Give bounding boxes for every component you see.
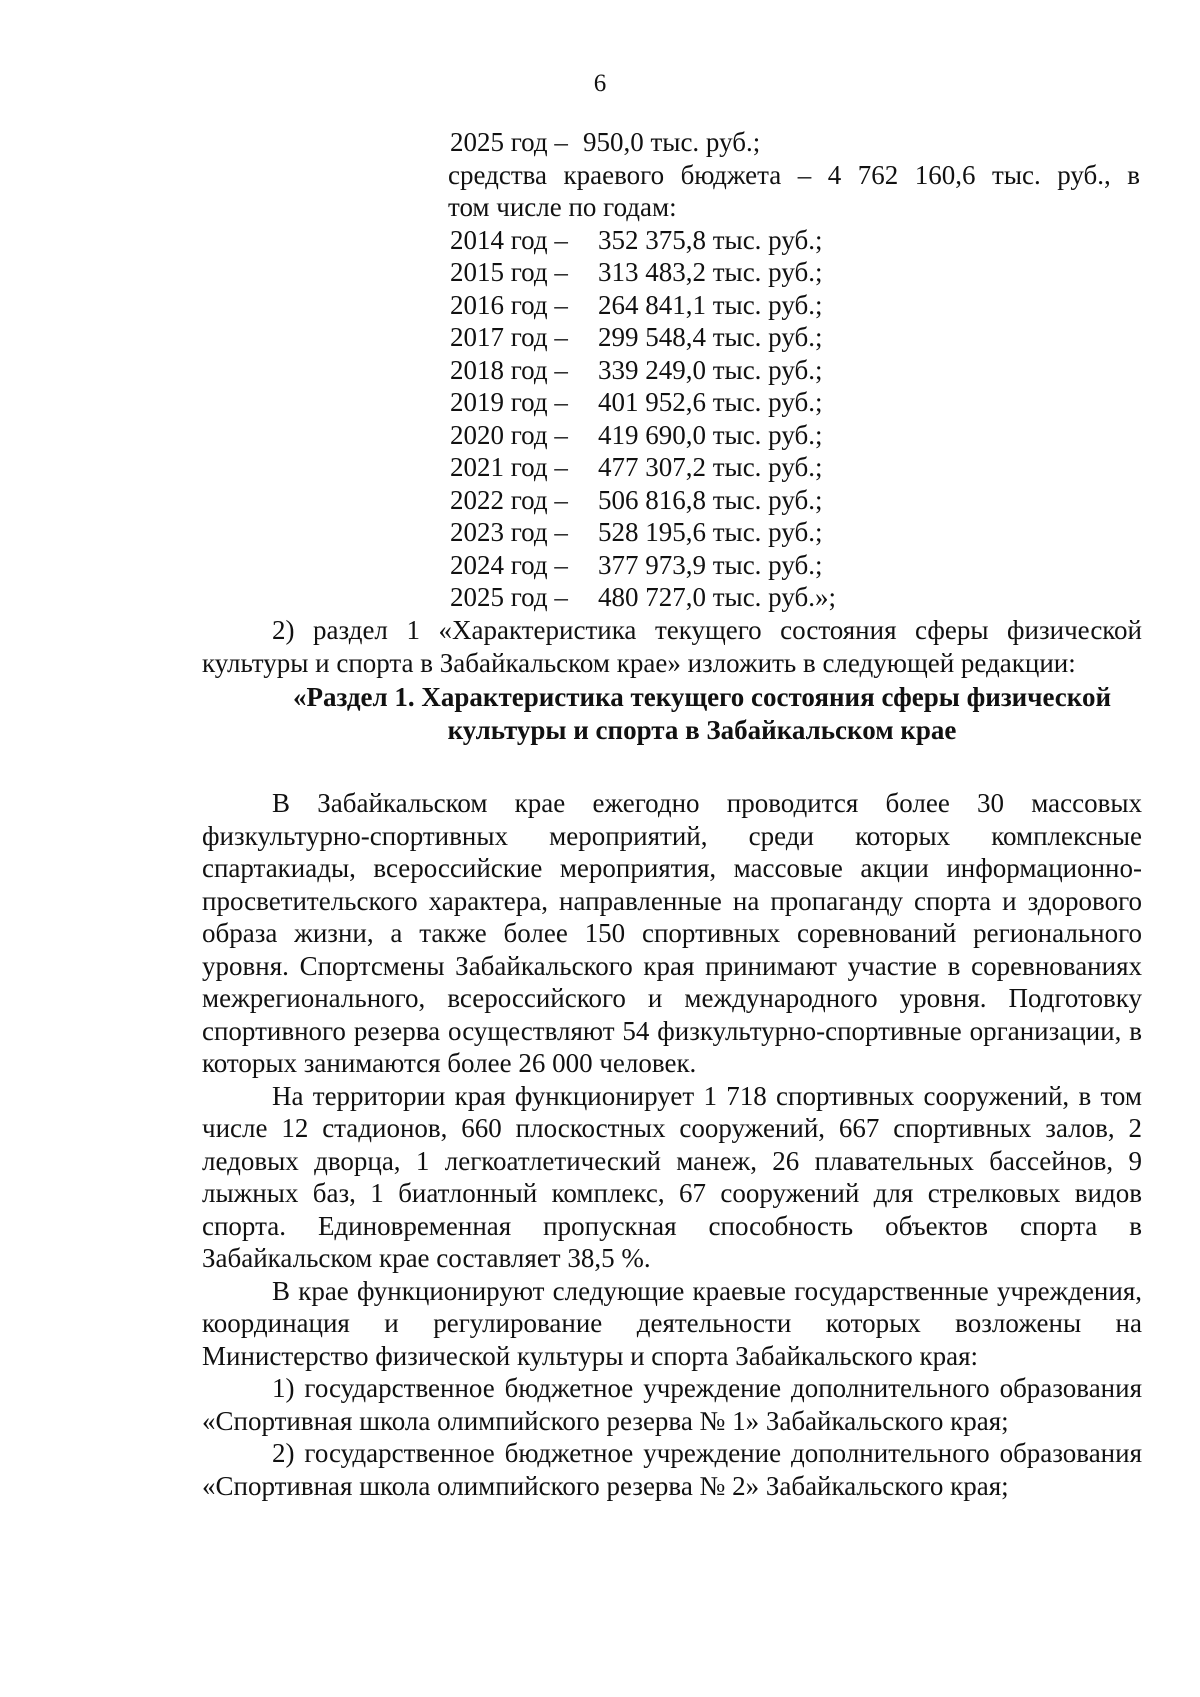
budget-rows xyxy=(448,224,1140,614)
budget-amount: 506 816,8 тыс. руб.; xyxy=(598,484,823,515)
budget-amount: 377 973,9 тыс. руб.; xyxy=(598,549,823,580)
regional-budget-intro xyxy=(448,159,1140,224)
body-paragraph: На территории края функционирует 1 718 спортивных сооружений, в том числе 12 стадионов, 660 плоскостных сооружений, 667 спортивных залов, 2 ледовых дворца, 1 легкоатлетический манеж, 26 плавательных бассейнов, 9 лыжных баз, 1 биатлонный комплекс, 67 сооружений для стрелковых видов спорта. Единовременная пропускная способность объектов спорта в Забайкальском крае составляет 38,5 %. xyxy=(202,1080,1142,1273)
budget-year: 2019 год – xyxy=(450,387,568,417)
budget-year: 2017 год – xyxy=(450,322,568,352)
budget-year: 2024 год – xyxy=(450,549,568,580)
budget-row xyxy=(448,516,1140,549)
budget-amount: 401 952,6 тыс. руб.; xyxy=(598,387,823,417)
budget-row xyxy=(448,451,1140,484)
budget-year: 2023 год – xyxy=(450,517,568,547)
budget-amount: 264 841,1 тыс. руб.; xyxy=(598,289,823,320)
budget-row xyxy=(448,419,1140,452)
budget-amount: 477 307,2 тыс. руб.; xyxy=(598,452,823,482)
budget-amount: 950,0 тыс. руб.; xyxy=(583,127,761,157)
document-body xyxy=(202,614,1142,1502)
section-heading-line: «Раздел 1. Характеристика текущего состояния сферы физической xyxy=(292,682,1112,712)
regional-budget-intro-line: том числе по годам: xyxy=(448,192,677,222)
section-paragraphs xyxy=(202,787,1142,1502)
budget-year: 2021 год – xyxy=(450,452,568,482)
budget-row xyxy=(448,289,1140,322)
budget-amount: 419 690,0 тыс. руб.; xyxy=(598,419,823,450)
budget-row xyxy=(448,484,1140,517)
budget-amount: 528 195,6 тыс. руб.; xyxy=(598,517,823,547)
budget-row xyxy=(448,126,1140,159)
body-paragraph: 1) государственное бюджетное учреждение дополнительного образования «Спортивная школа олимпийского резерва № 1» Забайкальского края; xyxy=(202,1373,1142,1436)
amendment-item-2: 2) раздел 1 «Характеристика текущего состояния сферы физической культуры и спорта в Забайкальском крае» изложить в следующей редакции: xyxy=(202,615,1142,678)
budget-year: 2016 год – xyxy=(450,289,568,320)
body-paragraph: В крае функционируют следующие краевые государственные учреждения, координация и регулирование деятельности которых возложены на Министерство физической культуры и спорта Забайкальского края: xyxy=(202,1275,1142,1371)
budget-row xyxy=(448,549,1140,582)
budget-row xyxy=(448,581,1140,614)
page-number: 6 xyxy=(593,70,607,97)
budget-amount: 299 548,4 тыс. руб.; xyxy=(598,322,823,352)
budget-year: 2025 год – xyxy=(450,582,568,612)
budget-year: 2018 год – xyxy=(450,354,568,385)
budget-row xyxy=(448,386,1140,419)
budget-row xyxy=(448,224,1140,257)
budget-row xyxy=(448,256,1140,289)
section-heading-line: культуры и спорта в Забайкальском крае xyxy=(447,715,957,745)
regional-budget-intro-line: средства краевого бюджета – 4 762 160,6 тыс. руб., в xyxy=(448,159,1140,190)
section-heading xyxy=(202,681,1142,747)
budget-year: 2022 год – xyxy=(450,484,568,515)
budget-year: 2020 год – xyxy=(450,419,568,450)
budget-amount: 313 483,2 тыс. руб.; xyxy=(598,257,823,287)
budget-amount: 339 249,0 тыс. руб.; xyxy=(598,354,823,385)
body-paragraph: В Забайкальском крае ежегодно проводится более 30 массовых физкультурно-спортивных мероприятий, среди которых комплексные спартакиады, всероссийские мероприятия, массовые акции информационно-просветительского характера, направленные на пропаганду спорта и здорового образа жизни, а также более 150 спортивных соревнований регионального уровня. Спортсмены Забайкальского края принимают участие в соревнованиях межрегионального, всероссийского и международного уровня. Подготовку спортивного резерва осуществляют 54 физкультурно-спортивные организации, в которых занимаются более 26 000 человек. xyxy=(202,788,1142,1078)
budget-row xyxy=(448,354,1140,387)
budget-row xyxy=(448,321,1140,354)
budget-amount: 480 727,0 тыс. руб.»; xyxy=(598,582,836,612)
body-paragraph: 2) государственное бюджетное учреждение дополнительного образования «Спортивная школа олимпийского резерва № 2» Забайкальского края; xyxy=(202,1438,1142,1501)
budget-year: 2014 год – xyxy=(450,224,568,255)
budget-amount: 352 375,8 тыс. руб.; xyxy=(598,224,823,255)
budget-breakdown xyxy=(448,126,1140,614)
budget-year: 2025 год – xyxy=(450,127,568,157)
budget-year: 2015 год – xyxy=(450,257,568,287)
